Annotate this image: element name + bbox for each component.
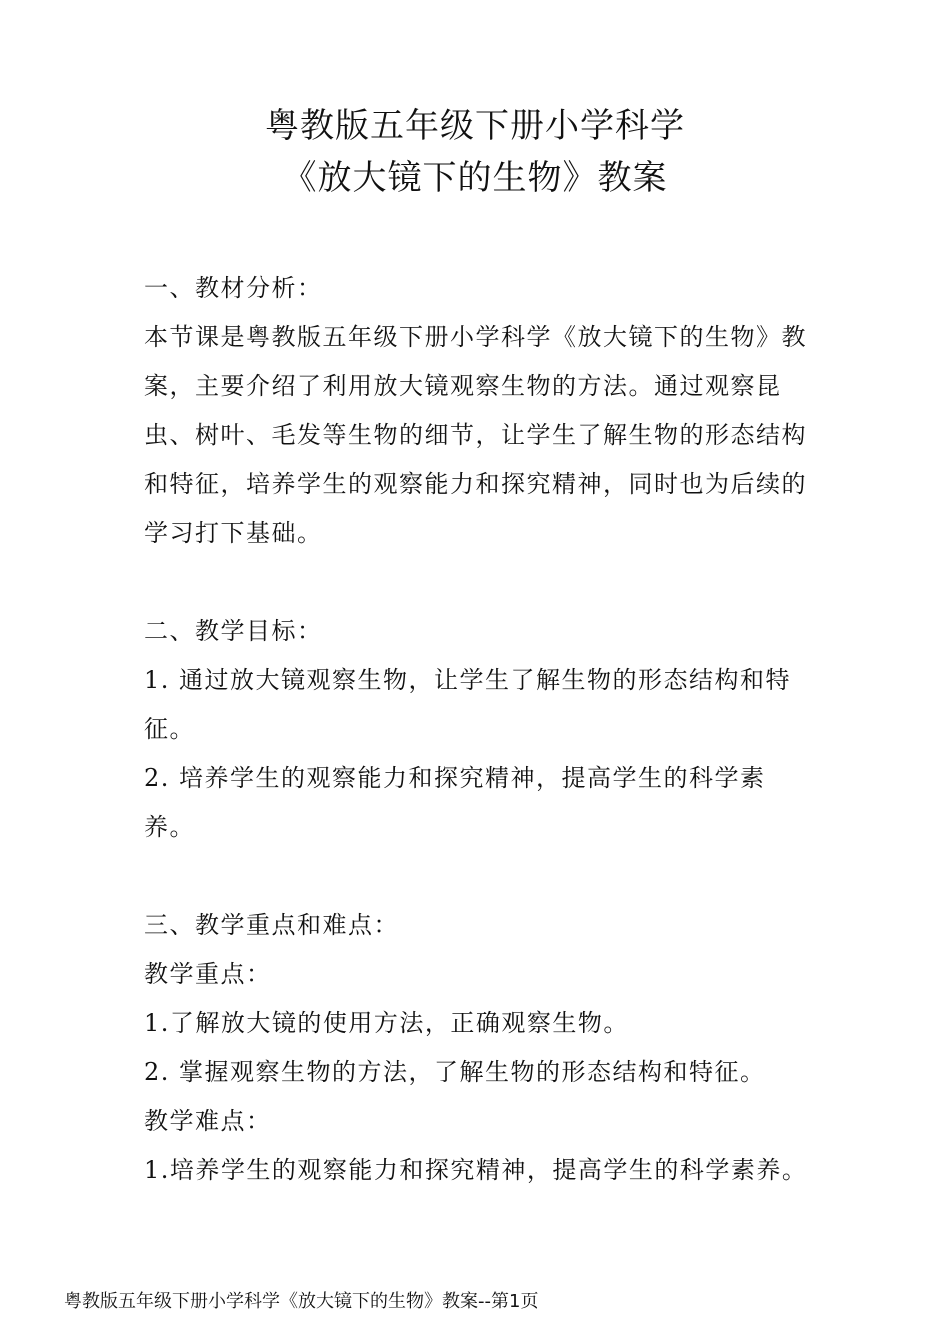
section-heading-goals: 二、教学目标： (144, 617, 323, 645)
document-body (144, 264, 814, 1195)
goal-item-1: 1. 通过放大镜观察生物，让学生了解生物的形态结构和特征。 (144, 666, 792, 743)
page-footer: 粤教版五年级下册小学科学《放大镜下的生物》教案--第1页 (64, 1291, 539, 1312)
difficult-point-item-1: 1.培养学生的观察能力和探究精神，提高学生的科学素养。 (144, 1156, 808, 1184)
title-line-1: 粤教版五年级下册小学科学 (265, 106, 685, 146)
key-points-subheading: 教学重点： (144, 960, 272, 988)
section-heading-analysis: 一、教材分析： (144, 274, 323, 302)
key-point-item-1: 1.了解放大镜的使用方法，正确观察生物。 (144, 1009, 629, 1037)
title-line-2: 《放大镜下的生物》教案 (282, 158, 668, 198)
section-gap (144, 558, 814, 607)
goal-item-2: 2. 培养学生的观察能力和探究精神，提高学生的科学素养。 (144, 764, 766, 841)
document-title (0, 100, 950, 204)
section-gap (144, 852, 814, 901)
analysis-paragraph: 本节课是粤教版五年级下册小学科学《放大镜下的生物》教案，主要介绍了利用放大镜观察生物的方法。通过观察昆虫、树叶、毛发等生物的细节，让学生了解生物的形态结构和特征，培养学生的观察能力和探究精神，同时也为后续的学习打下基础。 (144, 323, 807, 547)
difficult-points-subheading: 教学难点： (144, 1107, 272, 1135)
section-heading-key-points: 三、教学重点和难点： (144, 911, 399, 939)
key-point-item-2: 2. 掌握观察生物的方法，了解生物的形态结构和特征。 (144, 1058, 766, 1086)
